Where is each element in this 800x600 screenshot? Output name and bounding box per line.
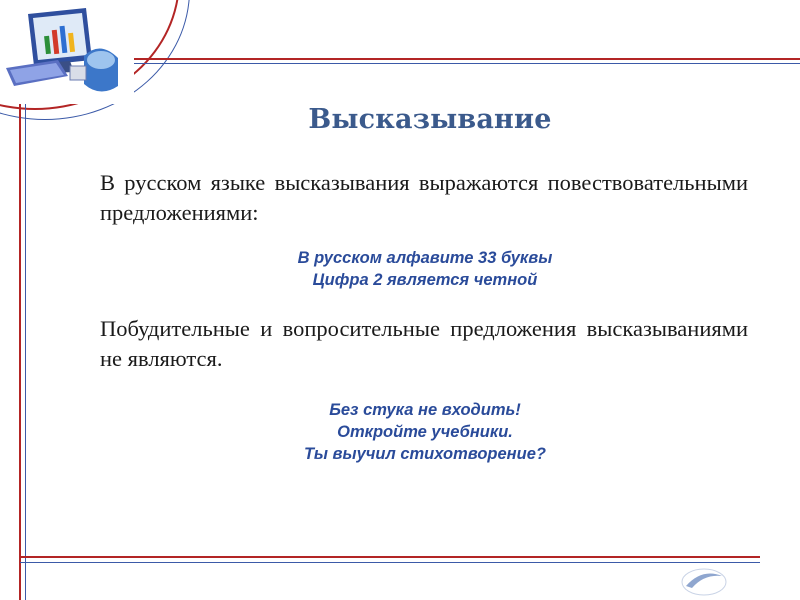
example-line: Цифра 2 является четной	[312, 271, 538, 289]
example-line: Откройте учебники.	[337, 423, 513, 441]
example-line: В русском алфавите 33 буквы	[297, 249, 553, 267]
computer-illustration-icon	[0, 0, 134, 104]
example-line: Без стука не входить!	[329, 401, 521, 419]
frame-line-bottom-blue	[20, 562, 760, 563]
examples-non-statements	[0, 399, 800, 465]
frame-line-top-red	[20, 58, 800, 60]
frame-line-top-blue	[20, 63, 800, 64]
slide-title: Высказывание	[308, 104, 552, 135]
frame-line-left-blue	[25, 100, 26, 600]
swoosh-icon	[680, 566, 728, 596]
example-line: Ты выучил стихотворение?	[304, 445, 546, 463]
paragraph-statements: В русском языке высказывания выражаются повествовательными предложениями:	[100, 170, 748, 225]
paragraph-non-statements: Побудительные и вопросительные предложения высказываниями не являются.	[100, 316, 748, 371]
frame-line-bottom-red	[20, 556, 760, 558]
examples-statements	[0, 247, 800, 291]
frame-line-left-red	[19, 60, 21, 600]
